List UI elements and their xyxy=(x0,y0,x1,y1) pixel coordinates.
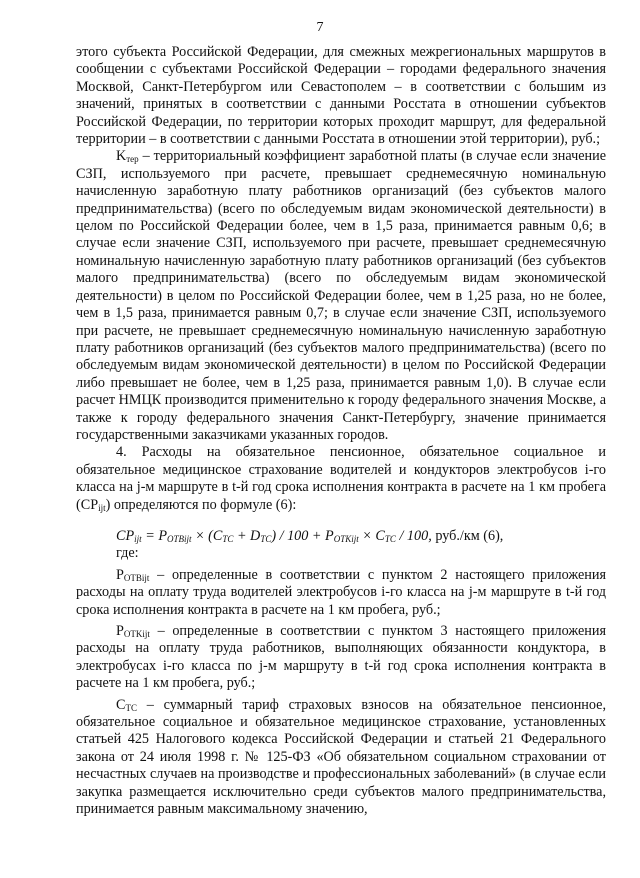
item4-text: 4. Расходы на обязательное пенсионное, обязательное социальное и обязательное медицинское страхование водителей и кондукторов электробусов i-го класса на j-м маршруте в t-й год срока исполнения контракта в расчете на 1 км пробега (CP xyxy=(76,444,606,513)
formula-mid2: + D xyxy=(233,527,261,544)
item4-tail: ) определяются по формуле (6): xyxy=(105,496,297,513)
def-subscript: TC xyxy=(125,702,137,713)
def-symbol: C xyxy=(116,696,126,713)
formula-mid5: / 100, xyxy=(395,527,432,544)
k-ter-subscript: тер xyxy=(126,154,139,165)
formula-eq: = P xyxy=(141,527,167,544)
paragraph-continuation: этого субъекта Российской Федерации, для смежных межрегиональных маршрутов в сообщении с субъектами Российской Федерации – городами федерального значения Москвой, Санкт-Петербургом или Севастополем – в соответствии с большим из значений, принятых в соответствии с данными Росстата в отношении субъектов Российской Федерации, по территории которых проходит маршрут, для федеральной территории – в соответствии с данными Росстата в отношении этой территории), руб.; xyxy=(76,44,606,148)
def-symbol: P xyxy=(116,566,124,583)
paragraph-item-4 xyxy=(76,444,606,514)
formula-d-sub: TC xyxy=(260,533,272,544)
formula-p2-sub: OTKijt xyxy=(333,533,359,544)
definition-p-otk xyxy=(76,623,606,693)
formula-lhs-sub: ijt xyxy=(134,533,142,544)
formula-p1-sub: OTBijt xyxy=(167,533,192,544)
k-ter-definition: – территориальный коэффициент заработной платы (в случае если значение СЗП, используемого при расчете, превышает среднемесячную номинальную начисленную заработную плату работников организаций (без субъектов малого предпринимательства) (всего по обследуемым видам экономической деятельности) в целом по Российской Федерации более, чем в 1,5 раза, принимается равным 0,6; в случае если значение СЗП, используемого при расчете, превышает среднемесячную номинальную начисленную заработную плату работников организаций (без субъектов малого предпринимательства) (всего по обследуемым видам экономической деятельности) в целом по Российской Федерации более, чем в 1,25 раза, но не более, чем в 1,5 раза, принимается равным 0,7; в случае если значение СЗП, используемого при расчете, не превышает среднемесячную номинальную начисленную заработную плату работников организаций (без субъектов малого предпринимательства) (всего по обследуемым видам экономической деятельности) в целом по Российской Федерации либо превышает не более, чем в 1,25 раза, принимается равным 1,0). В случае если расчет НМЦК производится применительно к городу федерального значения Москве, а также к городу федерального значения Санкт-Петербургу, значение принимается государственными заказчиками указанных городов. xyxy=(76,148,606,443)
def-text: – определенные в соответствии с пунктом 3 настоящего приложения расходы на оплату труда работников, выполняющих обязанности кондуктора, в электробусах i-го класса по j-м маршруту в t-й год срока исполнения контракта в расчете на 1 км пробега, руб.; xyxy=(76,623,606,692)
def-subscript: OTBijt xyxy=(123,572,150,583)
def-text: – суммарный тариф страховых взносов на обязательное пенсионное, обязательное социальное и обязательное медицинское страхование, установленных статьей 425 Налогового кодекса Российской Федерации и статьей 21 Федерального закона от 24 июля 1998 г. № 125-ФЗ «Об обязательном социальном страховании от несчастных случаев на производстве и профессиональных заболеваний» (в случае если закупка размещается исключительно среди субъектов малого предпринимательства, принимается равным максимальному значению, xyxy=(76,696,606,818)
formula-lhs: CP xyxy=(116,527,135,544)
paragraph-k-ter xyxy=(76,148,606,444)
formula-mid3: ) / 100 + P xyxy=(271,527,334,544)
formula-mid1: × (C xyxy=(191,527,223,544)
def-subscript: OTKijt xyxy=(123,629,150,639)
def-symbol: P xyxy=(116,623,124,639)
page-number: 7 xyxy=(316,20,324,35)
formula-c-sub: TC xyxy=(222,533,234,544)
definition-p-otb xyxy=(76,567,606,619)
formula-mid4: × C xyxy=(358,527,385,544)
formula-c2-sub: TC xyxy=(384,533,396,544)
where-label: где: xyxy=(116,545,139,562)
k-ter-symbol: K xyxy=(116,148,127,165)
definition-c-tc xyxy=(76,697,606,819)
def-text: – определенные в соответствии с пунктом 2 настоящего приложения расходы на оплату труда водителей электробусов i-го класса на j-м маршруте в t-й год срока исполнения контракта в расчете на 1 км пробега, руб.; xyxy=(76,566,606,618)
document-body xyxy=(76,44,606,818)
formula-unit: руб./км (6), xyxy=(431,527,504,544)
item4-subscript: ijt xyxy=(98,502,106,513)
formula-6 xyxy=(116,528,606,545)
